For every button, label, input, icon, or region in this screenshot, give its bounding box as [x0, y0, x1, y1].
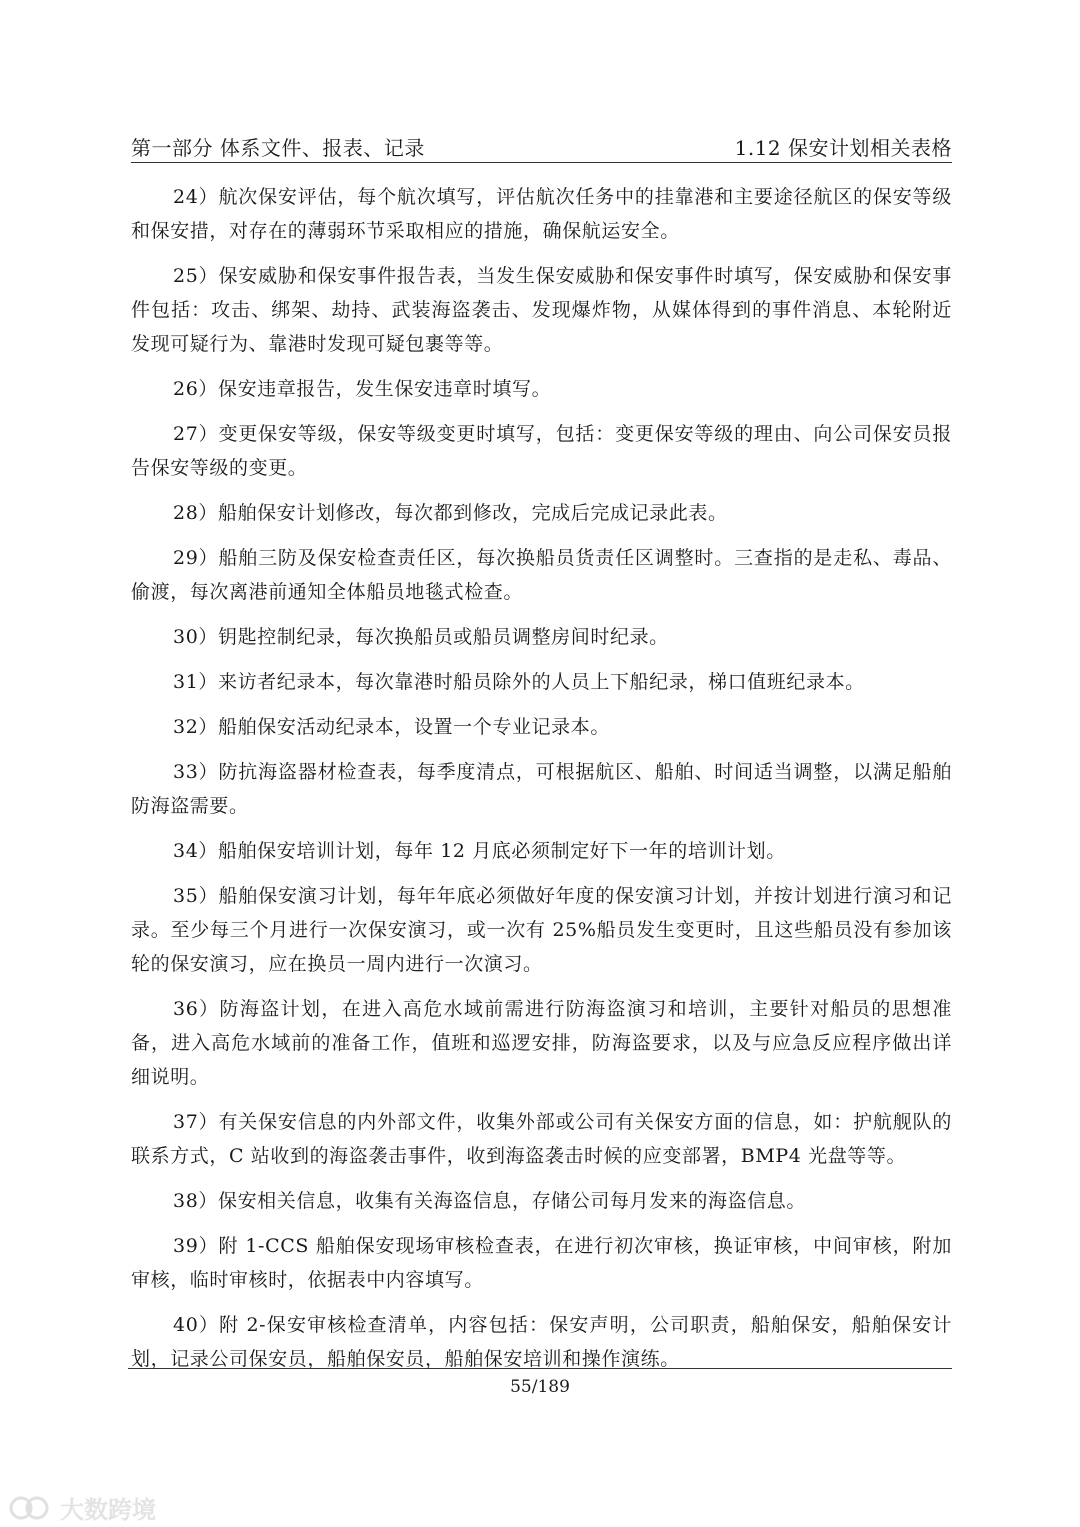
paragraph-28: 28）船舶保安计划修改，每次都到修改，完成后完成记录此表。 — [173, 502, 728, 524]
chapter-title: 1.12 保安计划相关表格 — [734, 136, 952, 160]
page-number: 55/189 — [510, 1377, 570, 1397]
paragraph-40: 40）附 2-保安审核检查清单，内容包括：保安声明，公司职责，船舶保安，船舶保安计划，记录公司保安员，船舶保安员，船舶保安培训和操作演练。 — [131, 1314, 952, 1370]
footer-divider — [128, 1368, 952, 1369]
page-header — [131, 128, 952, 163]
section-title: 第一部分 体系文件、报表、记录 — [131, 136, 425, 160]
paragraph-37: 37）有关保安信息的内外部文件，收集外部或公司有关保安方面的信息，如：护航舰队的联系方式，C 站收到的海盗袭击事件，收到海盗袭击时候的应变部署，BMP4 光盘等等。 — [131, 1111, 952, 1167]
paragraph-27: 27）变更保安等级，保安等级变更时填写，包括：变更保安等级的理由、向公司保安员报告保安等级的变更。 — [131, 423, 952, 479]
paragraph-35: 35）船舶保安演习计划，每年年底必须做好年度的保安演习计划，并按计划进行演习和记录。至少每三个月进行一次保安演习，或一次有 25%船员发生变更时，且这些船员没有参加该轮的保安演习，应在换员一周内进行一次演习。 — [131, 885, 952, 975]
paragraph-30: 30）钥匙控制纪录，每次换船员或船员调整房间时纪录。 — [173, 626, 669, 648]
paragraph-39: 39）附 1-CCS 船舶保安现场审核检查表，在进行初次审核，换证审核，中间审核，附加审核，临时审核时，依据表中内容填写。 — [131, 1235, 952, 1291]
paragraph-31: 31）来访者纪录本，每次靠港时船员除外的人员上下船纪录，梯口值班纪录本。 — [173, 671, 865, 693]
paragraph-24: 24）航次保安评估，每个航次填写，评估航次任务中的挂靠港和主要途径航区的保安等级和保安措，对存在的薄弱环节采取相应的措施，确保航运安全。 — [131, 186, 952, 242]
paragraph-25: 25）保安威胁和保安事件报告表，当发生保安威胁和保安事件时填写，保安威胁和保安事件包括：攻击、绑架、劫持、武装海盗袭击、发现爆炸物，从媒体得到的事件消息、本轮附近发现可疑行为、靠港时发现可疑包裹等等。 — [131, 265, 952, 355]
watermark-text: 大数跨境 — [60, 1496, 156, 1524]
paragraph-36: 36）防海盗计划，在进入高危水域前需进行防海盗演习和培训，主要针对船员的思想准备，进入高危水域前的准备工作，值班和巡逻安排，防海盗要求，以及与应急反应程序做出详细说明。 — [131, 998, 952, 1088]
paragraph-38: 38）保安相关信息，收集有关海盗信息，存储公司每月发来的海盗信息。 — [173, 1190, 806, 1212]
paragraph-34: 34）船舶保安培训计划，每年 12 月底必须制定好下一年的培训计划。 — [173, 840, 786, 862]
paragraph-29: 29）船舶三防及保安检查责任区，每次换船员货责任区调整时。三查指的是走私、毒品、偷渡，每次离港前通知全体船员地毯式检查。 — [131, 547, 952, 603]
watermark — [8, 1490, 156, 1525]
paragraph-32: 32）船舶保安活动纪录本，设置一个专业记录本。 — [173, 716, 610, 738]
paragraph-26: 26）保安违章报告，发生保安违章时填写。 — [173, 378, 552, 400]
watermark-logo-icon — [8, 1493, 52, 1523]
paragraph-33: 33）防抗海盗器材检查表，每季度清点，可根据航区、船舶、时间适当调整，以满足船舶防海盗需要。 — [131, 761, 952, 817]
document-body — [131, 180, 952, 1387]
